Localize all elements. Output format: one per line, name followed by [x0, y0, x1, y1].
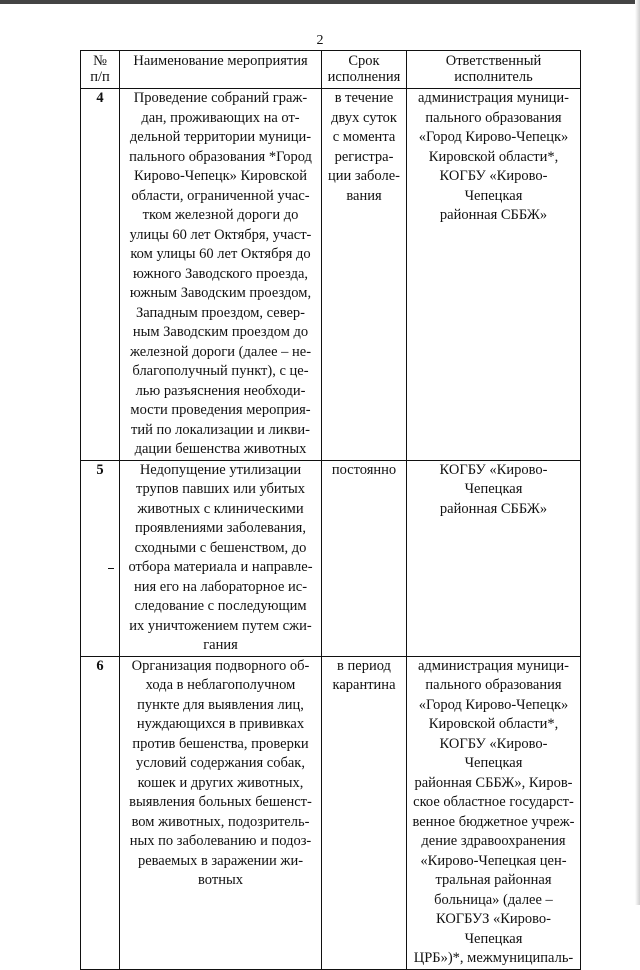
row-responsible: администрация муници- пального образования «Город Кирово-Чепецк» Кировской области*, КОГБУ «Кирово-Чепецкая районная СББЖ», Киров- ское областное государст- венное бюджетное учреж- дение здравоохранения «Кирово-Чепецкая цен- тральная районная больница» (далее – КОГБУЗ «Кирово-Чепецкая ЦРБ»)*, межмуниципаль- — [407, 656, 581, 969]
table-row — [81, 656, 581, 969]
header-number: № п/п — [81, 51, 120, 89]
header-deadline: Срок исполнения — [322, 51, 407, 89]
row-measure-name: Проведение собраний граж- дан, проживающих на от- дельной территории муници- пального образования *Город Кирово-Чепецк» Кировской области, ограниченной учас- тком железной дороги до улицы 60 лет Октября, участ- ком улицы 60 лет Октября до южного Заводского проезда, южным Заводским проездом, Западным проездом, север- ным Заводским проездом до железной дороги (далее – не- благополучный пункт), с це- лью разъяснения необходи- мости проведения мероприя- тий по локализации и ликви- дации бешенства животных — [120, 89, 322, 461]
row-number: 5 — [81, 460, 120, 656]
measures-table — [80, 50, 581, 970]
margin-tick-mark — [108, 568, 114, 569]
row-deadline: в течение двух суток с момента регистра- ции заболе- вания — [322, 89, 407, 461]
row-responsible: КОГБУ «Кирово-Чепецкая районная СББЖ» — [407, 460, 581, 656]
header-responsible: Ответственный исполнитель — [407, 51, 581, 89]
row-deadline: постоянно — [322, 460, 407, 656]
scan-border-right — [635, 0, 640, 905]
page-number: 2 — [316, 33, 324, 48]
table-row — [81, 89, 581, 461]
scan-border-top — [0, 0, 640, 4]
row-measure-name: Организация подворного об- хода в неблагополучном пункте для выявления лиц, нуждающихся в прививках против бешенства, проверки условий содержания собак, кошек и других животных, выявления больных бешенст- вом животных, подозритель- ных по заболеванию и подоз- реваемых в заражении жи- вотных — [120, 656, 322, 969]
row-number: 6 — [81, 656, 120, 969]
row-measure-name: Недопущение утилизации трупов павших или убитых животных с клиническими проявлениями заболевания, сходными с бешенством, до отбора материала и направле- ния его на лабораторное ис- следование с последующим их уничтожением путем сжи- гания — [120, 460, 322, 656]
row-number: 4 — [81, 89, 120, 461]
table-row — [81, 460, 581, 656]
header-measure-name: Наименование мероприятия — [120, 51, 322, 89]
row-deadline: в период карантина — [322, 656, 407, 969]
row-responsible: администрация муници- пального образования «Город Кирово-Чепецк» Кировской области*, КОГБУ «Кирово-Чепецкая районная СББЖ» — [407, 89, 581, 461]
table-header-row — [81, 51, 581, 89]
